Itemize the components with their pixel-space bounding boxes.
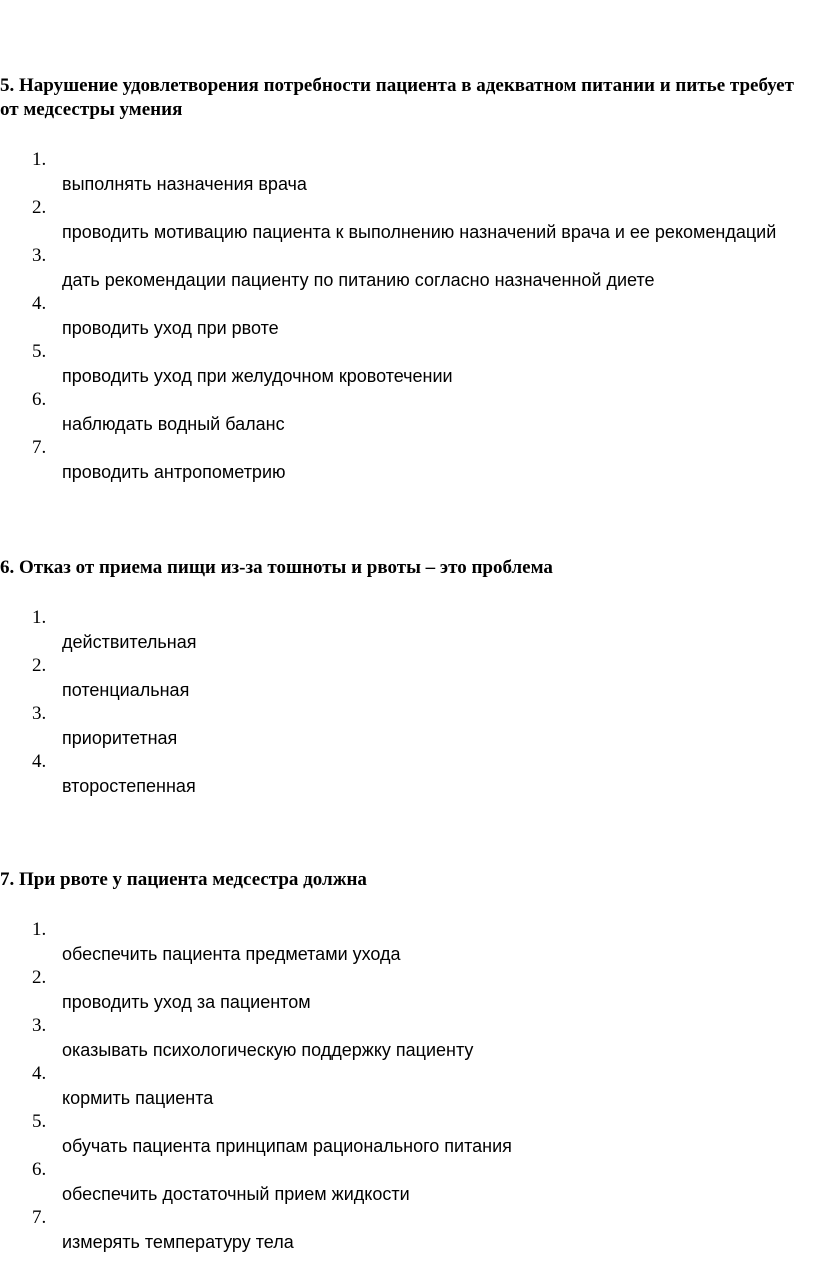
option-text: проводить уход при рвоте bbox=[62, 318, 279, 338]
answer-option[interactable] bbox=[0, 918, 812, 966]
option-text: кормить пациента bbox=[62, 1088, 214, 1108]
option-text: измерять температуру тела bbox=[62, 1232, 294, 1252]
option-number: 3. bbox=[32, 1015, 47, 1036]
option-number: 3. bbox=[32, 245, 47, 266]
option-text: потенциальная bbox=[62, 680, 190, 700]
option-number: 4. bbox=[32, 751, 47, 772]
option-number: 6. bbox=[32, 1159, 47, 1180]
answer-option[interactable] bbox=[0, 340, 812, 388]
answer-option[interactable] bbox=[0, 244, 812, 292]
option-text: проводить антропометрию bbox=[62, 462, 286, 482]
option-number: 7. bbox=[32, 1207, 47, 1228]
answer-option[interactable] bbox=[0, 1158, 812, 1206]
option-number: 7. bbox=[32, 437, 47, 458]
option-number: 4. bbox=[32, 293, 47, 314]
option-number: 4. bbox=[32, 1063, 47, 1084]
option-text: дать рекомендации пациенту по питанию согласно назначенной диете bbox=[62, 270, 655, 290]
option-number: 5. bbox=[32, 1111, 47, 1132]
question-title: 7. При рвоте у пациента медсестра должна bbox=[0, 869, 367, 890]
option-number: 1. bbox=[32, 919, 47, 940]
answer-list bbox=[0, 606, 812, 798]
option-number: 6. bbox=[32, 389, 47, 410]
answer-option[interactable] bbox=[0, 1110, 812, 1158]
answer-option[interactable] bbox=[0, 436, 812, 484]
option-text: обеспечить пациента предметами ухода bbox=[62, 944, 401, 964]
answer-option[interactable] bbox=[0, 148, 812, 196]
answer-option[interactable] bbox=[0, 1062, 812, 1110]
answer-option[interactable] bbox=[0, 196, 812, 244]
option-text: проводить уход при желудочном кровотечении bbox=[62, 366, 453, 386]
answer-list bbox=[0, 148, 812, 484]
option-text: выполнять назначения врача bbox=[62, 174, 307, 194]
answer-option[interactable] bbox=[0, 1014, 812, 1062]
answer-option[interactable] bbox=[0, 606, 812, 654]
question-title: 5. Нарушение удовлетворения потребности пациента в адекватном питании и питье требует от медсестры умения bbox=[0, 75, 794, 120]
answer-option[interactable] bbox=[0, 966, 812, 1014]
question-6 bbox=[0, 556, 812, 798]
answer-option[interactable] bbox=[0, 1206, 812, 1254]
answer-option[interactable] bbox=[0, 750, 812, 798]
question-5 bbox=[0, 74, 812, 484]
question-7 bbox=[0, 868, 812, 1254]
option-text: оказывать психологическую поддержку пациенту bbox=[62, 1040, 474, 1060]
option-text: наблюдать водный баланс bbox=[62, 414, 285, 434]
option-number: 1. bbox=[32, 149, 47, 170]
option-text: приоритетная bbox=[62, 728, 178, 748]
option-number: 2. bbox=[32, 655, 47, 676]
option-text: проводить мотивацию пациента к выполнению назначений врача и ее рекомендаций bbox=[62, 222, 777, 242]
answer-option[interactable] bbox=[0, 292, 812, 340]
option-text: действительная bbox=[62, 632, 197, 652]
option-text: второстепенная bbox=[62, 776, 196, 796]
question-title: 6. Отказ от приема пищи из-за тошноты и рвоты – это проблема bbox=[0, 557, 553, 578]
answer-option[interactable] bbox=[0, 654, 812, 702]
option-number: 5. bbox=[32, 341, 47, 362]
option-text: проводить уход за пациентом bbox=[62, 992, 311, 1012]
option-number: 3. bbox=[32, 703, 47, 724]
answer-list bbox=[0, 918, 812, 1254]
answer-option[interactable] bbox=[0, 702, 812, 750]
option-text: обучать пациента принципам рационального питания bbox=[62, 1136, 512, 1156]
answer-option[interactable] bbox=[0, 388, 812, 436]
option-number: 1. bbox=[32, 607, 47, 628]
option-number: 2. bbox=[32, 967, 47, 988]
option-number: 2. bbox=[32, 197, 47, 218]
option-text: обеспечить достаточный прием жидкости bbox=[62, 1184, 410, 1204]
